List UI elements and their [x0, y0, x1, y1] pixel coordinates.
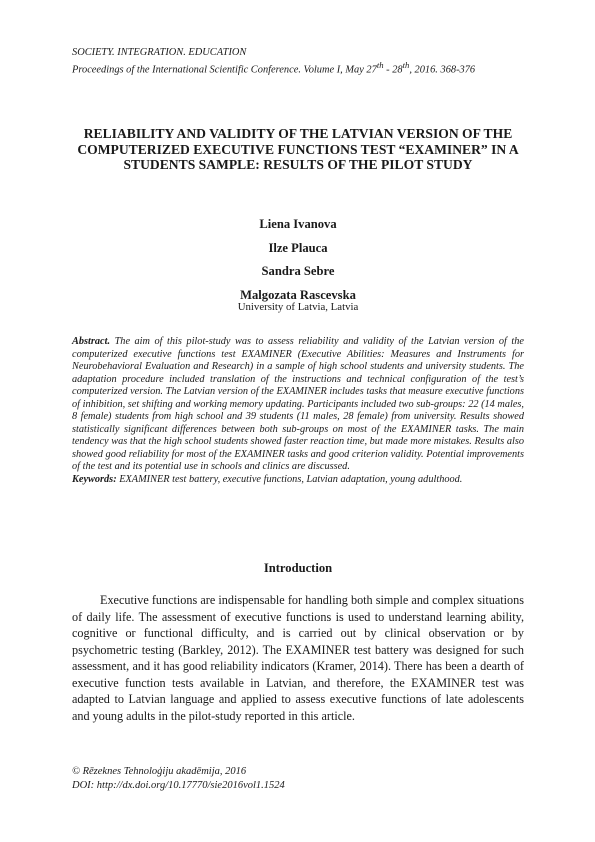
date-suffix-1: th	[376, 60, 384, 71]
date-suffix-2: th	[402, 60, 410, 71]
abstract-block	[72, 336, 524, 487]
affiliation: University of Latvia, Latvia	[237, 301, 359, 313]
paper-title: RELIABILITY AND VALIDITY OF THE LATVIAN VERSION OF THE COMPUTERIZED EXECUTIVE FUNCTIONS TEST “EXAMINER” IN A STUDENTS SAMPLE: RESULTS OF THE PILOT STUDY	[77, 126, 519, 173]
proceedings-suffix: , 2016. 368-376	[409, 64, 476, 76]
introduction-paragraph: Executive functions are indispensable for handling both simple and complex situations of daily life. The assessment of executive functions is used to understand learning ability, cognitive or functional difficulty, and is carried out by clinical observation or by psychometric testing (Barkley, 2012). The EXAMINER test battery was designed for such assessment, and it has good reliability indicators (Kramer, 2014). There has been a dearth of executive function tests available in Latvian, and therefore, the EXAMINER test was adapted to Latvian language and applied to assess executive functions of late adolescents and young adults in the pilot-study reported in this article.	[72, 593, 524, 723]
section-heading: Introduction	[263, 561, 333, 575]
doi-link[interactable]: DOI: http://dx.doi.org/10.17770/sie2016vol1.1524	[72, 779, 285, 791]
proceedings-mid: - 28	[383, 64, 403, 76]
author-name: Ilze Plauca	[268, 240, 328, 255]
keywords	[72, 474, 524, 487]
keywords-label: Keywords:	[72, 474, 117, 486]
author-name: Sandra Sebre	[261, 264, 335, 278]
page-footer	[72, 765, 532, 792]
proceedings-line	[72, 59, 532, 77]
keywords-text: EXAMINER test battery, executive functions, Latvian adaptation, young adulthood.	[116, 474, 463, 486]
running-head	[72, 46, 532, 77]
author-name: Malgozata Rascevska	[240, 287, 356, 302]
copyright-notice: © Rēzeknes Tehnoloģiju akadēmija, 2016	[72, 766, 247, 777]
proceedings-prefix: Proceedings of the International Scientific Conference. Volume I, May 27	[72, 64, 377, 76]
journal-name: SOCIETY. INTEGRATION. EDUCATION	[72, 47, 247, 58]
abstract-label: Abstract.	[72, 336, 111, 347]
author-name: Liena Ivanova	[259, 217, 337, 231]
abstract	[72, 336, 524, 474]
abstract-text: The aim of this pilot-study was to assess reliability and validity of the Latvian version of the computerized executive functions test EXAMINER (Executive Abilities: Measures and Instruments for Neurobehavioral Evaluation and Research) in a sample of high school students and university students. The adaptation procedure included translation of the instructions and technical configuration of the test’s computerized version. The Latvian version of the EXAMINER includes tasks that measure executive functions of inhibition, set shifting and working memory updating. Participants included two sub-groups: 22 (14 males, 8 female) students from high school and 39 students (11 males, 28 female) from university. Results showed statistically significant differences between both sub-groups on most of the EXAMINER tasks. The main tendency was that the high school students showed faster reaction time, but made more mistakes. Results also showed good reliability for most of the EXAMINER tasks and good criterion validity. Potential improvements of the test and its potential use in schools and clinics are discussed.	[72, 336, 524, 473]
author-list	[72, 213, 524, 314]
